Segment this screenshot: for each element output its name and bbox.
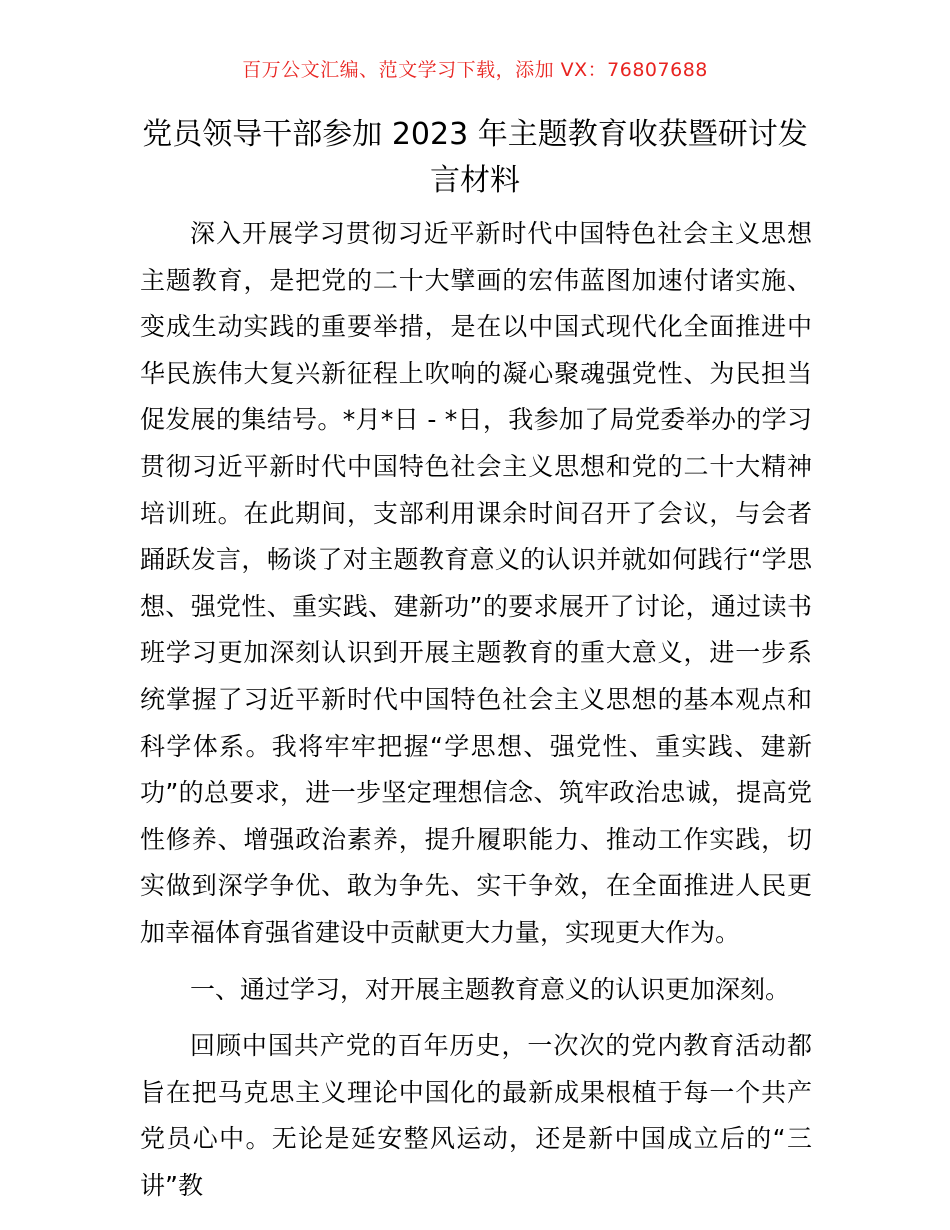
document-body (140, 211, 812, 1209)
document-title: 党员领导干部参加 2023 年主题教育收获暨研讨发言材料 (142, 117, 808, 198)
paragraph-intro: 深入开展学习贯彻习近平新时代中国特色社会主义思想主题教育，是把党的二十大擘画的宏伟蓝图加速付诸实施、变成生动实践的重要举措，是在以中国式现代化全面推进中华民族伟大复兴新征程上吹响的凝心聚魂强党性、为民担当促发展的集结号。*月*日 - *日，我参加了局党委举办的学习贯彻习近平新时代中国特色社会主义思想和党的二十大精神培训班。在此期间，支部利用课余时间召开了会议，与会者踊跃发言，畅谈了对主题教育意义的认识并就如何践行“学思想、强党性、重实践、建新功”的要求展开了讨论，通过读书班学习更加深刻认识到开展主题教育的重大意义，进一步系统掌握了习近平新时代中国特色社会主义思想的基本观点和科学体系。我将牢牢把握“学思想、强党性、重实践、建新功”的总要求，进一步坚定理想信念、筑牢政治忠诚，提高党性修养、增强政治素养，提升履职能力、推动工作实践，切实做到深学争优、敢为争先、实干争效，在全面推进人民更加幸福体育强省建设中贡献更大力量，实现更大作为。 (140, 219, 812, 947)
section-heading-1: 一、通过学习，对开展主题教育意义的认识更加深刻。 (190, 974, 791, 1004)
paragraph-section-1: 回顾中国共产党的百年历史，一次次的党内教育活动都旨在把马克思主义理论中国化的最新成果根植于每一个共产党员心中。无论是延安整风运动，还是新中国成立后的“三讲”教 (140, 1031, 812, 1200)
watermark-banner: 百万公文汇编、范文学习下载，添加 VX：76807688 (242, 59, 708, 81)
